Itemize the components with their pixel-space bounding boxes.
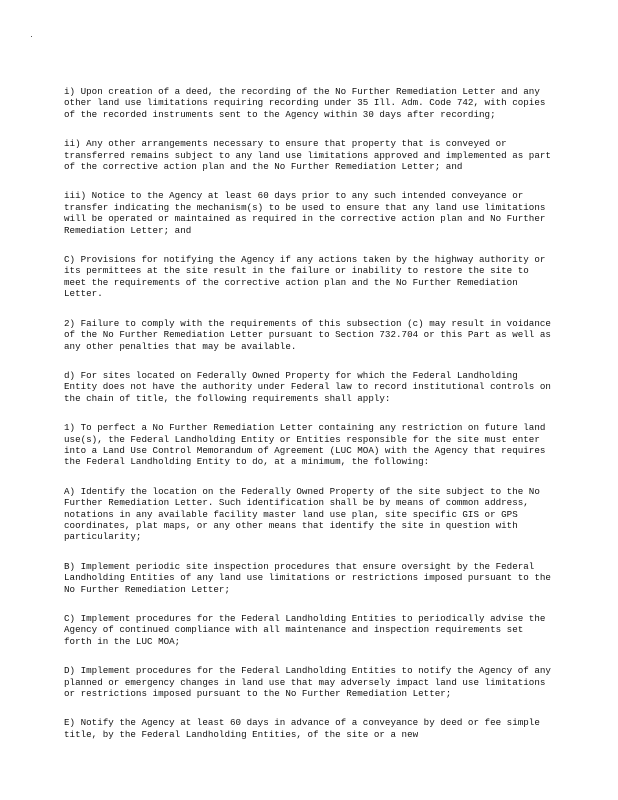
paragraph-e-notify-conveyance: E) Notify the Agency at least 60 days in advance of a conveyance by deed or fee simple title, by the Federal Landholding Entities, of the site or a new [64, 717, 540, 740]
paragraph-a-identify-location: A) Identify the location on the Federally Owned Property of the site subject to the No Further Remediation Letter. Such identification shall be by means of common address, notations in any available facility master land use plan, site specific GIS or GPS coordinates, plat maps, or any other means that identify the site in question with particularity; [64, 485, 540, 543]
paragraph-c-notifying-agency: C) Provisions for notifying the Agency if any actions taken by the highway authority or its permittees at the site result in the failure or inability to restore the site to meet the requirements of the corrective action plan and the No Further Remediation Letter. [64, 254, 546, 300]
paragraph-d-federally-owned-property: d) For sites located on Federally Owned Property for which the Federal Landholding Entity does not have the authority under Federal law to record institutional controls on the chain of title, the following requirements shall apply: [64, 369, 551, 404]
paragraph-iii-notice-to-agency: iii) Notice to the Agency at least 60 days prior to any such intended conveyance or transfer indicating the mechanism(s) to be used to ensure that any land use limitations will be operated or maintained as required in the corrective action plan and No Further Remediation Letter; and [64, 190, 546, 236]
scan-speck [31, 36, 32, 37]
paragraph-ii-other-arrangements: ii) Any other arrangements necessary to ensure that property that is conveyed or transferred remains subject to any land use limitations approved and implemented as part of the corrective action plan and the No Further Remediation Letter; and [64, 138, 551, 173]
paragraph-2-failure-to-comply: 2) Failure to comply with the requirements of this subsection (c) may result in voidance of the No Further Remediation Letter pursuant to Section 732.704 or this Part as well as any other penalties that may be available. [64, 317, 551, 352]
paragraph-c-advise-agency: C) Implement procedures for the Federal Landholding Entities to periodically advise the Agency of continued compliance with all maintenance and inspection requirements set forth in the LUC MOA; [64, 613, 546, 647]
paragraph-i-deed-recording: i) Upon creation of a deed, the recording of the No Further Remediation Letter and any other land use limitations requiring recording under 35 Ill. Adm. Code 742, with copies of the recorded instruments sent to the Agency within 30 days after recording; [64, 86, 546, 120]
paragraph-1-perfect-nfr-letter: 1) To perfect a No Further Remediation Letter containing any restriction on future land use(s), the Federal Landholding Entity or Entities responsible for the site must enter into a Land Use Control Memorandum of Agreement (LUC MOA) with the Agency that requires the Federal Landholding Entity to do, at a minimum, the following: [64, 422, 546, 468]
document-body [64, 86, 552, 758]
paragraph-b-site-inspection: B) Implement periodic site inspection procedures that ensure oversight by the Federal Landholding Entities of any land use limitations or restrictions imposed pursuant to the No Further Remediation Letter; [64, 560, 551, 595]
paragraph-d-notify-land-use-changes: D) Implement procedures for the Federal Landholding Entities to notify the Agency of any planned or emergency changes in land use that may adversely impact land use limitations or restrictions imposed pursuant to the No Further Remediation Letter; [64, 665, 551, 700]
